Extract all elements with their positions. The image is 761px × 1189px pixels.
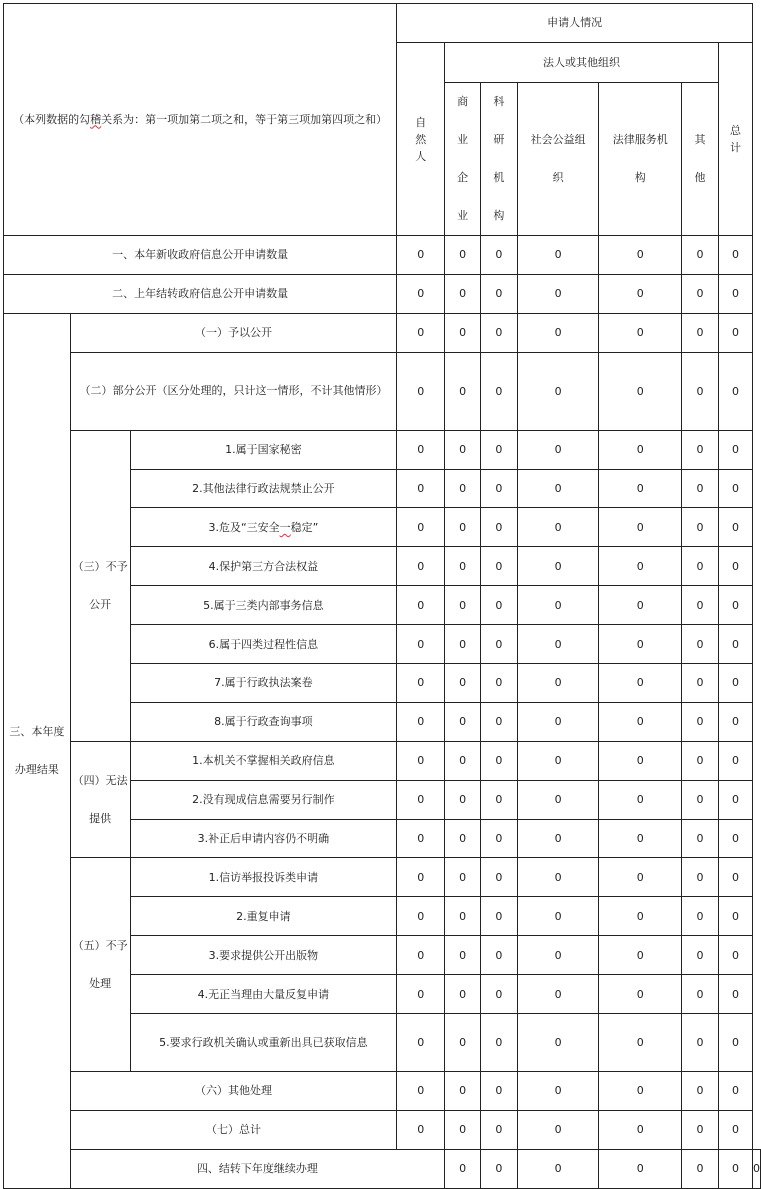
cell-business: 0: [445, 897, 481, 936]
cell-welfare: 0: [517, 547, 599, 586]
cell-natural: 0: [397, 236, 445, 275]
header-welfare: 社会公益组 织: [517, 83, 599, 236]
cell-legal-service: 0: [599, 1014, 682, 1072]
cell-business: 0: [445, 274, 481, 313]
header-legal-service: 法律服务机 构: [599, 83, 682, 236]
cell-other: 0: [682, 508, 719, 547]
cell-other: 0: [682, 274, 719, 313]
cell-total: 0: [718, 547, 752, 586]
cell-research: 0: [481, 936, 518, 975]
table-row: [4, 313, 761, 352]
cell-welfare: 0: [517, 897, 599, 936]
cell-total: 0: [718, 702, 752, 741]
cell-total: 0: [718, 975, 752, 1014]
cell-business: 0: [445, 1072, 481, 1111]
header-other: 其 他: [682, 83, 719, 236]
cell-total: 0: [718, 1110, 752, 1149]
cell-business: 0: [445, 547, 481, 586]
cell-welfare: 0: [517, 936, 599, 975]
row-label: 5.属于三类内部事务信息: [130, 586, 397, 625]
cell-total: 0: [718, 819, 752, 858]
cell-other: 0: [682, 819, 719, 858]
cell-business: 0: [445, 352, 481, 430]
cell-total: 0: [718, 274, 752, 313]
header-legal-org: 法人或其他组织: [445, 43, 719, 83]
section3-label: 三、本年度办理结果: [4, 313, 71, 1188]
cell-natural: 0: [397, 430, 445, 469]
cell-business: 0: [445, 430, 481, 469]
cell-natural: 0: [397, 508, 445, 547]
cell-other: 0: [682, 1014, 719, 1072]
cell-research: 0: [481, 780, 518, 819]
cell-business: 0: [445, 586, 481, 625]
cell-welfare: 0: [517, 236, 599, 275]
cell-legal-service: 0: [599, 469, 682, 508]
cell-welfare: 0: [517, 741, 599, 780]
cell-legal-service: 0: [599, 780, 682, 819]
cell-other: 0: [682, 469, 719, 508]
cell-research: 0: [481, 1014, 518, 1072]
cell-business: 0: [445, 1014, 481, 1072]
cell-other: 0: [682, 1072, 719, 1111]
cell-research: 0: [481, 274, 518, 313]
subsection3-label: （三）不予公开: [70, 430, 130, 741]
cell-other: 0: [682, 586, 719, 625]
cell-business: 0: [445, 508, 481, 547]
cell-natural: 0: [397, 1014, 445, 1072]
cell-welfare: 0: [517, 586, 599, 625]
row-label: 8.属于行政查询事项: [130, 702, 397, 741]
row-label: （一）予以公开: [70, 313, 397, 352]
cell-research: 0: [481, 1110, 518, 1149]
cell-other: 0: [682, 625, 719, 664]
cell-natural: 0: [397, 664, 445, 703]
cell-research: 0: [481, 741, 518, 780]
table-row: [4, 430, 761, 469]
cell-natural: 0: [397, 741, 445, 780]
cell-business: 0: [445, 469, 481, 508]
subsection4-label: （四）无法提供: [70, 741, 130, 858]
row-label: 二、上年结转政府信息公开申请数量: [4, 274, 397, 313]
cell-total: 0: [718, 780, 752, 819]
table-row: [4, 858, 761, 897]
table-row: [4, 1072, 761, 1111]
cell-other: 0: [682, 236, 719, 275]
cell-natural: 0: [397, 586, 445, 625]
table-row: [4, 1110, 761, 1149]
table-row: [4, 1149, 761, 1188]
cell-legal-service: 0: [599, 936, 682, 975]
row-label: 1.本机关不掌握相关政府信息: [130, 741, 397, 780]
cell-welfare: 0: [517, 780, 599, 819]
cell-research: 0: [481, 897, 518, 936]
cell-other: 0: [682, 547, 719, 586]
cell-welfare: 0: [517, 858, 599, 897]
cell-legal-service: 0: [599, 858, 682, 897]
cell-research: 0: [481, 547, 518, 586]
cell-natural: 0: [397, 780, 445, 819]
cell-legal-service: 0: [599, 1072, 682, 1111]
cell-legal-service: 0: [599, 702, 682, 741]
cell-welfare: 0: [517, 1110, 599, 1149]
cell-natural: 0: [397, 858, 445, 897]
cell-welfare: 0: [517, 430, 599, 469]
cell-natural: 0: [397, 625, 445, 664]
cell-total: 0: [718, 741, 752, 780]
cell-research: 0: [481, 469, 518, 508]
cell-research: 0: [481, 586, 518, 625]
cell-other: 0: [682, 664, 719, 703]
cell-business: 0: [445, 741, 481, 780]
cell-total: 0: [718, 586, 752, 625]
row-label: 2.重复申请: [130, 897, 397, 936]
cell-business: 0: [445, 936, 481, 975]
cell-legal-service: 0: [599, 897, 682, 936]
cell-welfare: 0: [517, 1014, 599, 1072]
header-natural: 自 然 人: [397, 43, 445, 236]
cell-legal-service: 0: [599, 430, 682, 469]
cell-natural: 0: [397, 1110, 445, 1149]
cell-natural: 0: [397, 352, 445, 430]
cell-business: 0: [445, 858, 481, 897]
cell-research: 0: [481, 236, 518, 275]
cell-research: 0: [481, 430, 518, 469]
cell-business: 0: [445, 664, 481, 703]
cell-welfare: 0: [517, 508, 599, 547]
cell-business: 0: [445, 313, 481, 352]
cell-research: 0: [481, 508, 518, 547]
cell-research: 0: [481, 352, 518, 430]
cell-natural: 0: [397, 975, 445, 1014]
cell-welfare: 0: [517, 664, 599, 703]
cell-welfare: 0: [517, 702, 599, 741]
cell-total: 0: [718, 352, 752, 430]
cell-research: 0: [481, 625, 518, 664]
cell-other: 0: [682, 1110, 719, 1149]
cell-welfare: 0: [517, 274, 599, 313]
cell-legal-service: 0: [599, 313, 682, 352]
cell-other: 0: [682, 313, 719, 352]
cell-total: 0: [718, 625, 752, 664]
cell-legal-service: 0: [599, 819, 682, 858]
cell-other: 0: [682, 975, 719, 1014]
cell-total: 0: [718, 1014, 752, 1072]
cell-natural: 0: [397, 274, 445, 313]
cell-natural: 0: [397, 547, 445, 586]
cell-total: 0: [718, 858, 752, 897]
table-row: [4, 352, 761, 430]
header-total: 总 计: [718, 43, 752, 236]
cell-business: 0: [445, 819, 481, 858]
cell-business: 0: [445, 780, 481, 819]
row-label: 1.信访举报投诉类申请: [130, 858, 397, 897]
cell-other: 0: [682, 780, 719, 819]
row-label: 2.没有现成信息需要另行制作: [130, 780, 397, 819]
row-label: 3.补正后申请内容仍不明确: [130, 819, 397, 858]
cell-business: 0: [481, 1149, 518, 1188]
cell-total: 0: [718, 936, 752, 975]
cell-welfare: 0: [517, 469, 599, 508]
cell-legal-service: 0: [599, 274, 682, 313]
row-label: 3.危及“三安全一稳定”: [130, 508, 397, 547]
cell-legal-service: 0: [599, 547, 682, 586]
cell-natural: 0: [397, 1072, 445, 1111]
table-row: [4, 274, 761, 313]
cell-natural: 0: [397, 702, 445, 741]
row-label: 2.其他法律行政法规禁止公开: [130, 469, 397, 508]
header-applicant: 申请人情况: [397, 4, 753, 43]
cell-total: 0: [718, 508, 752, 547]
cell-research: 0: [481, 1072, 518, 1111]
row-label: 6.属于四类过程性信息: [130, 625, 397, 664]
cell-total: 0: [718, 313, 752, 352]
subsection5-label: （五）不予处理: [70, 858, 130, 1072]
cell-legal-service: 0: [599, 664, 682, 703]
cell-legal-service: 0: [599, 975, 682, 1014]
cell-business: 0: [445, 975, 481, 1014]
cell-natural: 0: [397, 897, 445, 936]
cell-legal-service: 0: [599, 508, 682, 547]
cell-legal-service: 0: [599, 1110, 682, 1149]
info-disclosure-table: [3, 3, 761, 1189]
cell-natural: 0: [445, 1149, 481, 1188]
cell-research: 0: [517, 1149, 599, 1188]
cell-total: 0: [753, 1149, 761, 1188]
header-business: 商 业 企 业: [445, 83, 481, 236]
cell-other: 0: [682, 741, 719, 780]
row-label: 一、本年新收政府信息公开申请数量: [4, 236, 397, 275]
row-label: 4.无正当理由大量反复申请: [130, 975, 397, 1014]
cell-welfare: 0: [517, 1072, 599, 1111]
cell-research: 0: [481, 819, 518, 858]
cell-welfare: 0: [517, 819, 599, 858]
cell-other: 0: [682, 352, 719, 430]
cell-other: 0: [682, 430, 719, 469]
cell-welfare: 0: [517, 975, 599, 1014]
cell-welfare: 0: [517, 352, 599, 430]
cell-other: 0: [718, 1149, 752, 1188]
cell-legal-service: 0: [599, 741, 682, 780]
cell-other: 0: [682, 702, 719, 741]
cell-legal-service: 0: [599, 352, 682, 430]
cell-legal-service: 0: [599, 625, 682, 664]
cell-natural: 0: [397, 313, 445, 352]
table-note: （本列数据的勾稽关系为：第一项加第二项之和，等于第三项加第四项之和）: [4, 4, 397, 236]
cell-legal-service: 0: [599, 236, 682, 275]
row-label: 7.属于行政执法案卷: [130, 664, 397, 703]
cell-total: 0: [718, 1072, 752, 1111]
cell-natural: 0: [397, 469, 445, 508]
row-label: 3.要求提供公开出版物: [130, 936, 397, 975]
row-label: 1.属于国家秘密: [130, 430, 397, 469]
row-label: （七）总计: [70, 1110, 397, 1149]
cell-legal-service: 0: [599, 586, 682, 625]
cell-research: 0: [481, 313, 518, 352]
cell-natural: 0: [397, 936, 445, 975]
header-research: 科 研 机 构: [481, 83, 518, 236]
cell-total: 0: [718, 430, 752, 469]
cell-business: 0: [445, 625, 481, 664]
table-row: [4, 741, 761, 780]
cell-research: 0: [481, 975, 518, 1014]
cell-research: 0: [481, 664, 518, 703]
cell-total: 0: [718, 236, 752, 275]
row-label: 5.要求行政机关确认或重新出具已获取信息: [130, 1014, 397, 1072]
cell-business: 0: [445, 702, 481, 741]
cell-total: 0: [718, 897, 752, 936]
cell-welfare: 0: [517, 625, 599, 664]
cell-total: 0: [718, 664, 752, 703]
cell-research: 0: [481, 858, 518, 897]
cell-other: 0: [682, 936, 719, 975]
cell-legal-service: 0: [682, 1149, 719, 1188]
cell-natural: 0: [397, 819, 445, 858]
cell-other: 0: [682, 897, 719, 936]
cell-welfare: 0: [599, 1149, 682, 1188]
row-label: （二）部分公开（区分处理的，只计这一情形，不计其他情形）: [70, 352, 397, 430]
cell-other: 0: [682, 858, 719, 897]
row-label: 4.保护第三方合法权益: [130, 547, 397, 586]
row-label: 四、结转下年度继续办理: [70, 1149, 444, 1188]
cell-business: 0: [445, 1110, 481, 1149]
cell-total: 0: [718, 469, 752, 508]
cell-welfare: 0: [517, 313, 599, 352]
row-label: （六）其他处理: [70, 1072, 397, 1111]
cell-research: 0: [481, 702, 518, 741]
table-row: [4, 236, 761, 275]
cell-business: 0: [445, 236, 481, 275]
